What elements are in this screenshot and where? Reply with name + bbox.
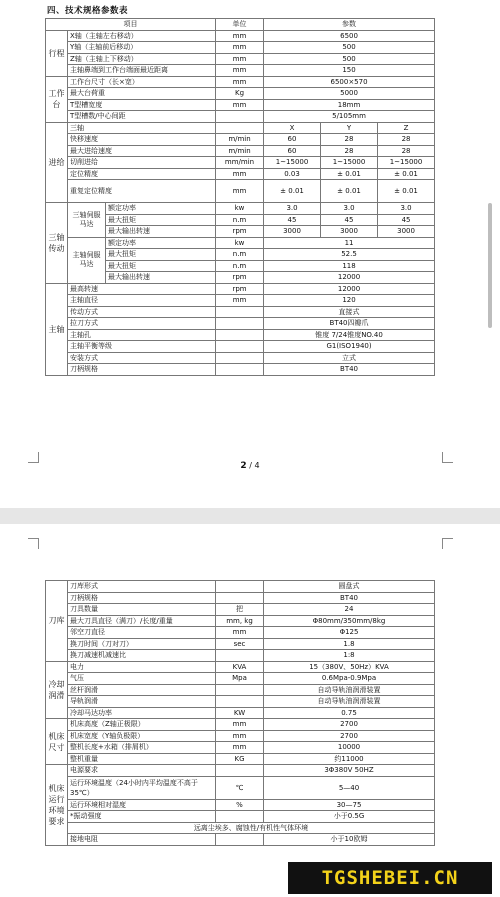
- row-item: 机床高度（Z轴正极限）: [68, 719, 216, 731]
- row-item: 拉刀方式: [68, 318, 216, 330]
- spec-table-part1: [45, 18, 435, 376]
- row-unit: mm: [216, 730, 264, 742]
- table-row: [46, 765, 435, 777]
- row-value: 5/105mm: [264, 111, 435, 123]
- row-unit: [216, 329, 264, 341]
- scrollbar-thumb[interactable]: [488, 203, 492, 328]
- row-value: G1(ISO1940): [264, 341, 435, 353]
- row-unit: [216, 811, 264, 823]
- row-value: 12000: [264, 272, 435, 284]
- table-row: [46, 42, 435, 54]
- table-row: [46, 53, 435, 65]
- row-item: 最大台荷重: [68, 88, 216, 100]
- row-value-x: ± 0.01: [264, 180, 321, 203]
- row-value: 18mm: [264, 99, 435, 111]
- table-row: [46, 581, 435, 593]
- row-value: Φ80mm/350mm/8kg: [264, 615, 435, 627]
- row-value: 约11000: [264, 753, 435, 765]
- corner-mark: [442, 538, 453, 549]
- row-unit: mm: [216, 180, 264, 203]
- row-value: 小于10欧姆: [264, 834, 435, 846]
- row-unit: mm: [216, 627, 264, 639]
- row-value-x: 3.0: [264, 203, 321, 215]
- row-unit: n.m: [216, 249, 264, 261]
- page-indicator: 2 / 4: [240, 461, 260, 471]
- table-row: [46, 145, 435, 157]
- category-drive: 三轴传动: [46, 203, 68, 284]
- row-unit: mm: [216, 168, 264, 180]
- row-item: 工作台尺寸（长×宽）: [68, 76, 216, 88]
- row-value: Φ125: [264, 627, 435, 639]
- axis-x-header: X: [264, 122, 321, 134]
- row-unit: Kg: [216, 88, 264, 100]
- table-row: [46, 696, 435, 708]
- row-value-z: 28: [378, 145, 435, 157]
- table-row: [46, 627, 435, 639]
- table-row: [46, 237, 435, 249]
- spindle-servo-label: 主轴伺服马达: [68, 237, 106, 283]
- axis-y-header: Y: [321, 122, 378, 134]
- row-value-x: 60: [264, 145, 321, 157]
- row-value: BT40: [264, 364, 435, 376]
- row-unit: mm: [216, 76, 264, 88]
- row-item: 刀柄规格: [68, 592, 216, 604]
- row-value: 15（380V、50Hz）KVA: [264, 661, 435, 673]
- table-row: [46, 111, 435, 123]
- row-item: 快移速度: [68, 134, 216, 146]
- table-row: [46, 719, 435, 731]
- row-item: 主轴直径: [68, 295, 216, 307]
- row-value: 自动导轨油润滑装置: [264, 684, 435, 696]
- row-item: 气压: [68, 673, 216, 685]
- table-row: [46, 799, 435, 811]
- table-row: [46, 650, 435, 662]
- row-value: 1.8: [264, 638, 435, 650]
- row-value: BT40四瓣爪: [264, 318, 435, 330]
- row-item: 主轴鼻端到工作台端面最近距离: [68, 65, 216, 77]
- row-value-y: 45: [321, 214, 378, 226]
- row-unit: n.m: [216, 214, 264, 226]
- row-item: 重复定位精度: [68, 180, 216, 203]
- table-row: [46, 30, 435, 42]
- row-unit: mm: [216, 295, 264, 307]
- row-unit: mm, kg: [216, 615, 264, 627]
- row-unit: 把: [216, 604, 264, 616]
- row-unit: mm: [216, 53, 264, 65]
- table-row: [46, 776, 435, 799]
- row-value-z: 3000: [378, 226, 435, 238]
- table-row: [46, 822, 435, 834]
- table-row: [46, 180, 435, 203]
- row-value-z: ± 0.01: [378, 180, 435, 203]
- row-unit: [216, 318, 264, 330]
- row-value: 120: [264, 295, 435, 307]
- category-magazine: 刀库: [46, 581, 68, 662]
- row-value: 6500×570: [264, 76, 435, 88]
- row-item: 刀具数量: [68, 604, 216, 616]
- row-value: 0.75: [264, 707, 435, 719]
- row-value-z: 45: [378, 214, 435, 226]
- table-row: [46, 661, 435, 673]
- row-value-y: 28: [321, 145, 378, 157]
- table-row: [46, 592, 435, 604]
- row-value-x: 1~15000: [264, 157, 321, 169]
- spec-table-part2: [45, 580, 435, 846]
- row-value-y: 3000: [321, 226, 378, 238]
- row-value: 24: [264, 604, 435, 616]
- category-environment: 机床运行环境要求: [46, 765, 68, 846]
- row-value: 500: [264, 42, 435, 54]
- table-row: [46, 834, 435, 846]
- row-value: 小于0.5G: [264, 811, 435, 823]
- axis-z-header: Z: [378, 122, 435, 134]
- row-item: 导轨润滑: [68, 696, 216, 708]
- row-item: 刀柄规格: [68, 364, 216, 376]
- row-item: 主轴平衡等级: [68, 341, 216, 353]
- row-item: 传动方式: [68, 306, 216, 318]
- row-unit: [216, 696, 264, 708]
- row-unit: [216, 111, 264, 123]
- row-unit: kw: [216, 203, 264, 215]
- row-item: 远离尘埃多、腐蚀性/有机性气体环境: [68, 822, 435, 834]
- row-unit: KVA: [216, 661, 264, 673]
- category-cooling: 冷却润滑: [46, 661, 68, 719]
- row-unit: sec: [216, 638, 264, 650]
- row-item: *振动强度: [68, 811, 216, 823]
- row-unit: [216, 592, 264, 604]
- row-item: 换刀减速机减速比: [68, 650, 216, 662]
- row-item: 最大扭矩: [106, 214, 216, 226]
- row-item: Z轴（主轴上下移动）: [68, 53, 216, 65]
- row-item: 换刀时间（刀对刀）: [68, 638, 216, 650]
- row-unit: m/min: [216, 145, 264, 157]
- table-row: [46, 283, 435, 295]
- category-travel: 行程: [46, 30, 68, 76]
- row-item: 电力: [68, 661, 216, 673]
- category-dimensions: 机床尺寸: [46, 719, 68, 765]
- row-value-z: 1~15000: [378, 157, 435, 169]
- row-item: Y轴（主轴前后移动）: [68, 42, 216, 54]
- row-value: 150: [264, 65, 435, 77]
- row-item: 电源要求: [68, 765, 216, 777]
- row-unit: [216, 684, 264, 696]
- table-row: [46, 168, 435, 180]
- category-spindle: 主轴: [46, 283, 68, 375]
- row-unit: mm: [216, 719, 264, 731]
- table-row: [46, 811, 435, 823]
- servo3-label: 三轴伺服马达: [68, 203, 106, 238]
- row-item: 接地电阻: [68, 834, 216, 846]
- category-worktable: 工作台: [46, 76, 68, 122]
- row-value: 锥度 7/24锥度NO.40: [264, 329, 435, 341]
- row-item: 额定功率: [106, 237, 216, 249]
- row-unit: [216, 364, 264, 376]
- table-row: [46, 604, 435, 616]
- table-row: [46, 730, 435, 742]
- row-unit: KG: [216, 753, 264, 765]
- row-item: 额定功率: [106, 203, 216, 215]
- table-row: [46, 615, 435, 627]
- table-row: [46, 684, 435, 696]
- row-item: 主轴孔: [68, 329, 216, 341]
- row-value: 10000: [264, 742, 435, 754]
- row-value: 500: [264, 53, 435, 65]
- row-unit: mm/min: [216, 157, 264, 169]
- row-item: 最大输出转速: [106, 272, 216, 284]
- row-item: 最大刀具直径（满刀）/长度/重量: [68, 615, 216, 627]
- row-value: 立式: [264, 352, 435, 364]
- table-row: [46, 134, 435, 146]
- page-current: 2: [240, 461, 247, 471]
- row-item: 机床宽度（Y轴负极限）: [68, 730, 216, 742]
- row-item: 邻空刀直径: [68, 627, 216, 639]
- row-value-x: 0.03: [264, 168, 321, 180]
- page-total: 4: [254, 461, 260, 470]
- row-value-z: 28: [378, 134, 435, 146]
- table-row: [46, 742, 435, 754]
- row-unit: rpm: [216, 283, 264, 295]
- row-value-y: 3.0: [321, 203, 378, 215]
- table-row: [46, 318, 435, 330]
- row-value: 2700: [264, 719, 435, 731]
- table-row: [46, 65, 435, 77]
- row-value-z: ± 0.01: [378, 168, 435, 180]
- row-item: 最大进给速度: [68, 145, 216, 157]
- table-row: [46, 76, 435, 88]
- row-item: 最大扭矩: [106, 260, 216, 272]
- row-unit: [216, 581, 264, 593]
- row-value: 1:8: [264, 650, 435, 662]
- row-value: 2700: [264, 730, 435, 742]
- row-value: 圆盘式: [264, 581, 435, 593]
- row-item: 整机重量: [68, 753, 216, 765]
- row-item: 运行环境温度（24小时内平均温度不高于35℃）: [68, 776, 216, 799]
- table-row: [46, 341, 435, 353]
- row-item: T型槽数/中心间距: [68, 111, 216, 123]
- row-unit: mm: [216, 742, 264, 754]
- row-value: 自动导轨油润滑装置: [264, 696, 435, 708]
- row-value-x: 60: [264, 134, 321, 146]
- table-row: [46, 88, 435, 100]
- table-row: [46, 753, 435, 765]
- row-value: BT40: [264, 592, 435, 604]
- table-row: [46, 329, 435, 341]
- header-item: 项目: [46, 19, 216, 31]
- row-value: 0.6Mpa-0.9Mpa: [264, 673, 435, 685]
- row-value-z: 3.0: [378, 203, 435, 215]
- row-unit: Mpa: [216, 673, 264, 685]
- table-row: [46, 122, 435, 134]
- row-value-x: 45: [264, 214, 321, 226]
- row-item: 安装方式: [68, 352, 216, 364]
- row-unit: [216, 650, 264, 662]
- row-unit: KW: [216, 707, 264, 719]
- row-value: 118: [264, 260, 435, 272]
- row-unit: ℃: [216, 776, 264, 799]
- watermark-logo: TGSHEBEI.CN: [288, 862, 492, 894]
- row-item: 整机长度+水箱（排屑机）: [68, 742, 216, 754]
- header-param: 参数: [264, 19, 435, 31]
- row-value-y: ± 0.01: [321, 168, 378, 180]
- row-unit: rpm: [216, 226, 264, 238]
- row-unit: mm: [216, 65, 264, 77]
- row-item: 丝杆润滑: [68, 684, 216, 696]
- row-item: X轴（主轴左右移动）: [68, 30, 216, 42]
- row-unit: mm: [216, 30, 264, 42]
- page-separator: [0, 508, 500, 524]
- table-row: [46, 707, 435, 719]
- table-row: [46, 203, 435, 215]
- row-value: 3Φ380V 50HZ: [264, 765, 435, 777]
- corner-mark: [28, 538, 39, 549]
- table-row: [46, 352, 435, 364]
- table-header-row: [46, 19, 435, 31]
- table-row: [46, 295, 435, 307]
- row-item: 切削进给: [68, 157, 216, 169]
- row-value: 30—75: [264, 799, 435, 811]
- row-item: 最大输出转速: [106, 226, 216, 238]
- row-unit: [216, 122, 264, 134]
- row-item: 定位精度: [68, 168, 216, 180]
- row-value: 直接式: [264, 306, 435, 318]
- row-value: 11: [264, 237, 435, 249]
- row-value-y: 28: [321, 134, 378, 146]
- axes-label: 三轴: [68, 122, 216, 134]
- row-unit: mm: [216, 99, 264, 111]
- table-row: [46, 157, 435, 169]
- table-row: [46, 673, 435, 685]
- table-row: [46, 99, 435, 111]
- row-value: 5000: [264, 88, 435, 100]
- row-unit: n.m: [216, 260, 264, 272]
- row-unit: %: [216, 799, 264, 811]
- row-item: 最大扭矩: [106, 249, 216, 261]
- row-unit: rpm: [216, 272, 264, 284]
- row-unit: kw: [216, 237, 264, 249]
- category-feed: 进给: [46, 122, 68, 203]
- section-title: 四、技术规格参数表: [47, 6, 129, 16]
- header-unit: 单位: [216, 19, 264, 31]
- row-value: 6500: [264, 30, 435, 42]
- row-item: 最高转速: [68, 283, 216, 295]
- row-value: 52.5: [264, 249, 435, 261]
- row-value-y: ± 0.01: [321, 180, 378, 203]
- table-row: [46, 638, 435, 650]
- row-item: 运行环境相对湿度: [68, 799, 216, 811]
- row-unit: [216, 834, 264, 846]
- row-unit: m/min: [216, 134, 264, 146]
- row-value-y: 1~15000: [321, 157, 378, 169]
- row-item: 刀库形式: [68, 581, 216, 593]
- row-item: T型槽宽度: [68, 99, 216, 111]
- row-value: 12000: [264, 283, 435, 295]
- row-unit: [216, 341, 264, 353]
- row-value-x: 3000: [264, 226, 321, 238]
- table-row: [46, 364, 435, 376]
- table-row: [46, 306, 435, 318]
- row-unit: [216, 765, 264, 777]
- row-value: 5—40: [264, 776, 435, 799]
- row-unit: [216, 352, 264, 364]
- row-unit: [216, 306, 264, 318]
- row-item: 冷却马达功率: [68, 707, 216, 719]
- row-unit: mm: [216, 42, 264, 54]
